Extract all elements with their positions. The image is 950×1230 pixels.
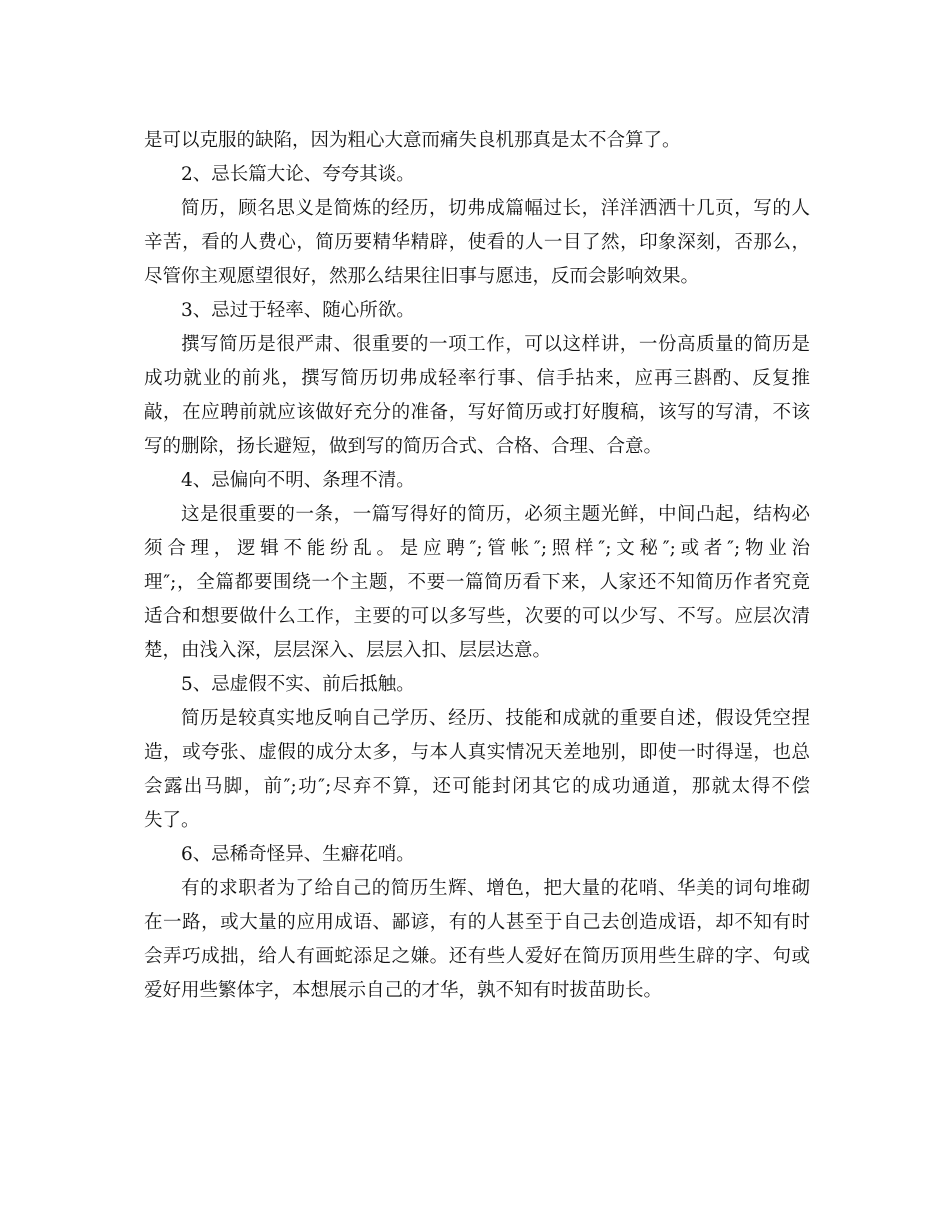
text-line: 适合和想要做什么工作，主要的可以多写些，次要的可以少写、不写。应层次清 <box>144 606 810 627</box>
text-line: 在一路，或大量的应用成语、鄙谚，有的人甚至于自己去创造成语，却不知有时 <box>144 912 810 933</box>
text-line: 敲，在应聘前就应该做好充分的准备，写好简历或打好腹稿，该写的写清，不该 <box>144 402 810 423</box>
text-line: 须合理，逻辑不能纷乱。是应聘″;管帐″;照样″;文秘″;或者″;物业治 <box>144 538 810 559</box>
text-line: 简历，顾名思义是简炼的经历，切弗成篇幅过长，洋洋洒洒十几页，写的人 <box>181 198 810 219</box>
text-line: 造，或夸张、虚假的成分太多，与本人真实情况天差地别，即使一时得逞，也总 <box>144 742 810 763</box>
text-line: 楚，由浅入深，层层深入、层层入扣、层层达意。 <box>144 640 552 661</box>
text-line: 是可以克服的缺陷，因为粗心大意而痛失良机那真是太不合算了。 <box>144 130 681 151</box>
text-line: 爱好用些繁体字，本想展示自己的才华，孰不知有时拔苗助长。 <box>144 980 663 1001</box>
text-line: 会露出马脚，前″;功″;尽弃不算，还可能封闭其它的成功通道，那就太得不偿 <box>144 776 810 797</box>
text-line: 理″;，全篇都要围绕一个主题，不要一篇简历看下来，人家还不知简历作者究竟 <box>144 572 810 593</box>
document-body <box>144 124 810 1008</box>
section-heading-4: 4、忌偏向不明、条理不清。 <box>181 470 415 491</box>
text-line: 写的删除，扬长避短，做到写的简历合式、合格、合理、合意。 <box>144 436 663 457</box>
text-line: 简历是较真实地反响自己学历、经历、技能和成就的重要自述，假设凭空捏 <box>181 708 810 729</box>
text-line: 有的求职者为了给自己的简历生辉、增色，把大量的花哨、华美的词句堆砌 <box>181 878 810 899</box>
text-line: 辛苦，看的人费心，简历要精华精辟，使看的人一目了然，印象深刻，否那么， <box>144 232 810 253</box>
section-heading-6: 6、忌稀奇怪异、生癖花哨。 <box>181 844 415 865</box>
text-line: 失了。 <box>144 810 200 831</box>
text-line: 撰写简历是很严肃、很重要的一项工作，可以这样讲，一份高质量的简历是 <box>181 334 810 355</box>
text-line: 成功就业的前兆，撰写简历切弗成轻率行事、信手拈来，应再三斟酌、反复推 <box>144 368 810 389</box>
text-line: 这是很重要的一条，一篇写得好的简历，必须主题光鲜，中间凸起，结构必 <box>181 504 810 525</box>
section-heading-3: 3、忌过于轻率、随心所欲。 <box>181 300 415 321</box>
section-heading-2: 2、忌长篇大论、夸夸其谈。 <box>181 164 415 185</box>
section-heading-5: 5、忌虚假不实、前后抵触。 <box>181 674 415 695</box>
text-line: 会弄巧成拙，给人有画蛇添足之嫌。还有些人爱好在简历顶用些生辟的字、句或 <box>144 946 810 967</box>
text-line: 尽管你主观愿望很好，然那么结果往旧事与愿违，反而会影响效果。 <box>144 266 700 287</box>
